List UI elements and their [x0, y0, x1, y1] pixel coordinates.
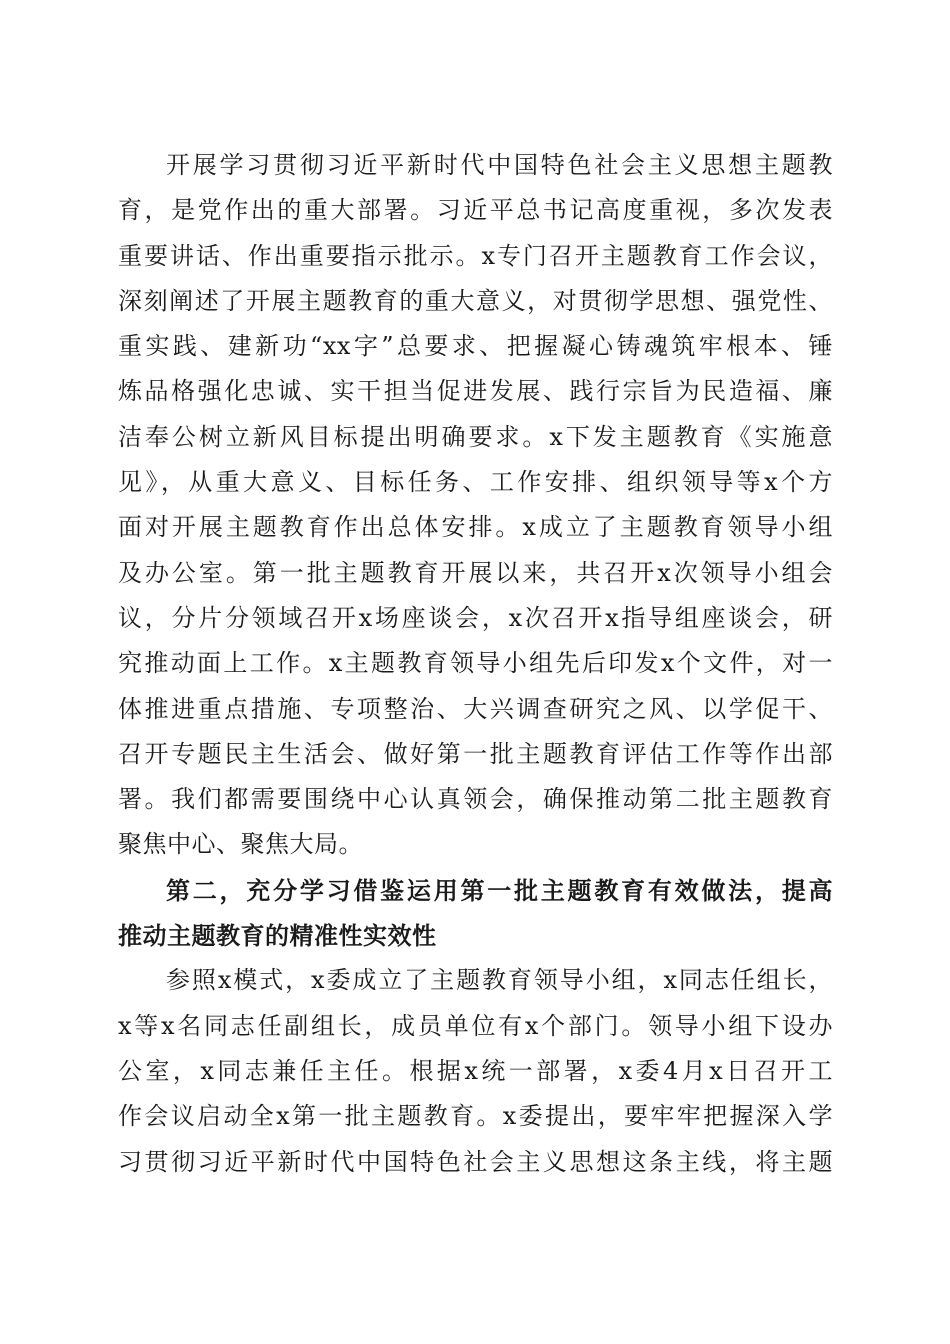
section-heading-line: 推动主题教育的精准性实效性: [118, 921, 437, 951]
paragraph-1-line: 见》，从重大意义、目标任务、工作安排、组织领导等x个方: [118, 468, 833, 497]
paragraph-1-line: 深刻阐述了开展主题教育的重大意义，对贯彻学思想、强党性、: [118, 286, 833, 315]
paragraph-1-line: 聚焦中心、聚焦大局。: [118, 830, 363, 859]
paragraph-2-line: 公室，x同志兼任主任。根据x统一部署，x委4月x日召开工: [118, 1056, 833, 1085]
paragraph-1-line: 育，是党作出的重大部署。习近平总书记高度重视，多次发表: [118, 196, 833, 225]
paragraph-1-line: 重实践、建新功“xx字”总要求、把握凝心铸魂筑牢根本、锤: [118, 332, 833, 361]
paragraph-2-line: 习贯彻习近平新时代中国特色社会主义思想这条主线，将主题: [118, 1147, 833, 1176]
paragraph-1-line: 究推动面上工作。x主题教育领导小组先后印发x个文件，对一: [118, 649, 833, 678]
paragraph-1-line: 重要讲话、作出重要指示批示。x专门召开主题教育工作会议，: [118, 241, 833, 270]
paragraph-2-line: 作会议启动全x第一批主题教育。x委提出，要牢牢把握深入学: [118, 1102, 833, 1131]
document-body: [118, 143, 833, 1185]
paragraph-1-line: 议，分片分领域召开x场座谈会，x次召开x指导组座谈会，研: [118, 603, 833, 632]
paragraph-1-line: 署。我们都需要围绕中心认真领会，确保推动第二批主题教育: [118, 785, 833, 814]
paragraph-2-line: x等x名同志任副组长，成员单位有x个部门。领导小组下设办: [118, 1011, 833, 1040]
section-heading-line: 第二，充分学习借鉴运用第一批主题教育有效做法，提高: [166, 875, 833, 905]
paragraph-1-line: 炼品格强化忠诚、实干担当促进发展、践行宗旨为民造福、廉: [118, 377, 833, 406]
paragraph-1-line: 面对开展主题教育作出总体安排。x成立了主题教育领导小组: [118, 513, 833, 542]
paragraph-1-line: 洁奉公树立新风目标提出明确要求。x下发主题教育《实施意: [118, 422, 833, 451]
paragraph-1-line: 及办公室。第一批主题教育开展以来，共召开x次领导小组会: [118, 558, 833, 587]
paragraph-1-line: 体推进重点措施、专项整治、大兴调查研究之风、以学促干、: [118, 694, 833, 723]
paragraph-1-line: 召开专题民主生活会、做好第一批主题教育评估工作等作出部: [118, 739, 833, 768]
paragraph-2-line: 参照x模式，x委成立了主题教育领导小组，x同志任组长，: [166, 966, 833, 995]
paragraph-1-line: 开展学习贯彻习近平新时代中国特色社会主义思想主题教: [166, 151, 833, 179]
